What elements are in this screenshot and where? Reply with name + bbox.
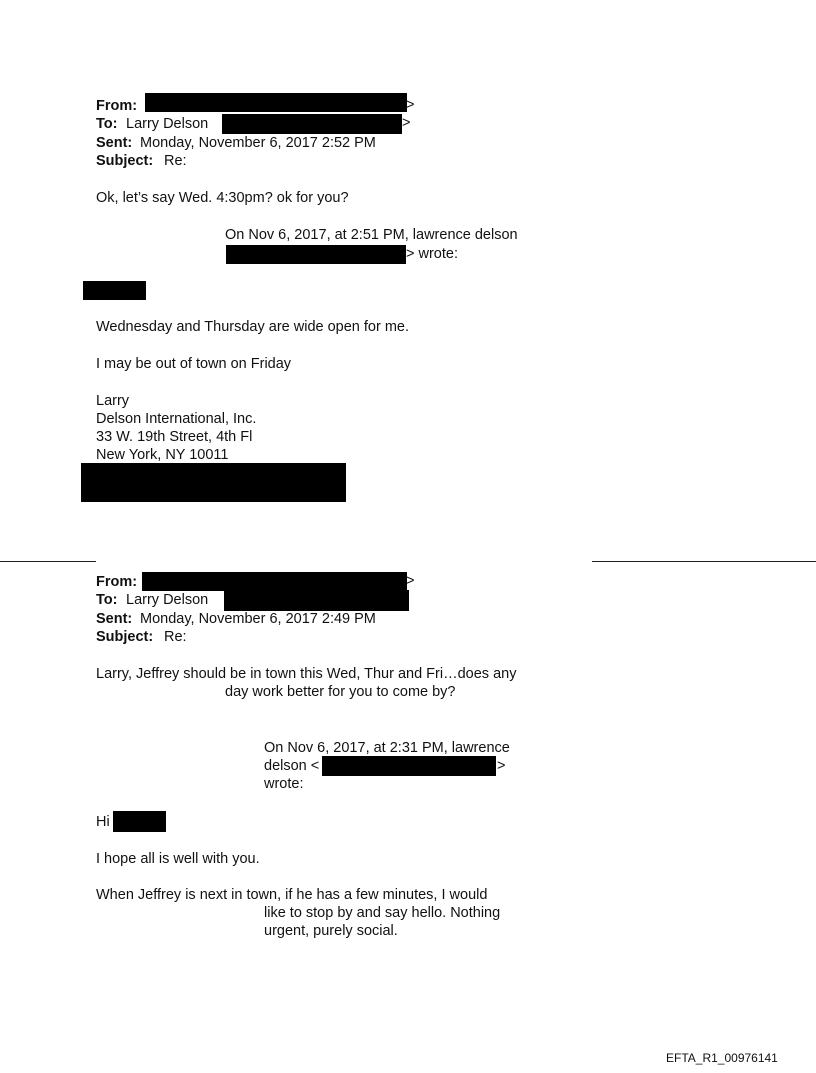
email2-subject-label: Subject: [96, 629, 154, 645]
email2-quote-line1: On Nov 6, 2017, at 2:31 PM, lawrence [264, 740, 510, 756]
redaction-edge: > [406, 573, 415, 589]
email2-from-label: From: [96, 574, 138, 590]
redaction-block [113, 811, 166, 832]
email1-sent-label: Sent: [96, 135, 133, 151]
email1-to-value: Larry Delson [126, 116, 209, 132]
email2-quote-line2-end: > [497, 758, 506, 774]
email2-quote-line2: delson < [264, 758, 320, 774]
redaction-block [142, 572, 407, 591]
email2-reply-line2: When Jeffrey is next in town, if he has a few minutes, I would [96, 887, 488, 903]
email1-sent-value: Monday, November 6, 2017 2:52 PM [140, 135, 376, 151]
signature-name: Larry [96, 393, 130, 409]
email2-sent-value: Monday, November 6, 2017 2:49 PM [140, 611, 376, 627]
email2-to-label: To: [96, 592, 118, 608]
bates-number: EFTA_R1_00976141 [666, 1051, 778, 1065]
redaction-edge: > [406, 97, 415, 113]
signature-company: Delson International, Inc. [96, 411, 257, 427]
redaction-block [222, 114, 402, 134]
email1-quote-line2: > wrote: [406, 246, 458, 262]
email2-body-line1: Larry, Jeffrey should be in town this Wed, Thur and Fri…does any [96, 666, 517, 682]
separator-left [0, 561, 96, 562]
email1-quote-line1: On Nov 6, 2017, at 2:51 PM, lawrence delson [225, 227, 518, 243]
email2-quote-line3: wrote: [264, 776, 304, 792]
email2-body-line2: day work better for you to come by? [225, 684, 456, 700]
redaction-block [224, 590, 409, 611]
email2-to-value: Larry Delson [126, 592, 209, 608]
signature-address2: New York, NY 10011 [96, 447, 229, 463]
redaction-edge: > [402, 115, 411, 131]
redaction-block [81, 463, 346, 502]
email1-to-label: To: [96, 116, 118, 132]
email1-subject-label: Subject: [96, 153, 154, 169]
email1-reply-line2: I may be out of town on Friday [96, 356, 292, 372]
signature-address1: 33 W. 19th Street, 4th Fl [96, 429, 253, 445]
redaction-block [145, 93, 407, 112]
email2-reply-line3: like to stop by and say hello. Nothing [264, 905, 501, 921]
email2-reply-line1: I hope all is well with you. [96, 851, 260, 867]
redaction-block [83, 281, 146, 300]
email1-body: Ok, let’s say Wed. 4:30pm? ok for you? [96, 190, 349, 206]
separator-right [592, 561, 816, 562]
email2-subject-value: Re: [164, 629, 187, 645]
redaction-block [226, 245, 406, 264]
email1-from-label: From: [96, 98, 138, 114]
redaction-block [322, 756, 496, 776]
email2-greeting: Hi [96, 814, 110, 830]
email1-reply-line1: Wednesday and Thursday are wide open for me. [96, 319, 410, 335]
email2-sent-label: Sent: [96, 611, 133, 627]
email2-reply-line4: urgent, purely social. [264, 923, 398, 939]
email1-subject-value: Re: [164, 153, 187, 169]
